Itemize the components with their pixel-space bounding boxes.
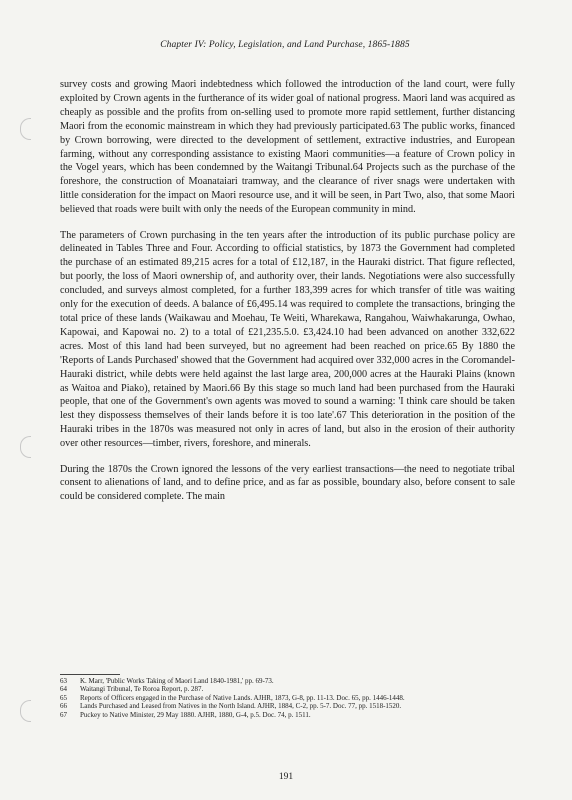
footnote-number: 63 [60,677,67,685]
footnotes [60,677,515,719]
page-number: 191 [278,772,294,782]
footnote-number: 64 [60,685,67,694]
footnote-text: Lands Purchased and Leased from Natives in the North Island. AJHR, 1884, C-2, pp. 5-7. Doc. 77, pp. 1518-1520. [80,702,402,711]
paragraph: During the 1870s the Crown ignored the lessons of the very earliest transactions—the need to negotiate tribal consent to alienations of land, and to define price, and as far as possible, boundary also, before consent to sale could be considered complete. The main [60,463,515,503]
footnote-text: Puckey to Native Minister, 29 May 1880. AJHR, 1880, G-4, p.5. Doc. 74, p. 1511. [80,710,311,719]
footnote-text: K. Marr, 'Public Works Taking of Maori Land 1840-1981,' pp. 69-73. [80,677,274,685]
footnote-text: Reports of Officers engaged in the Purchase of Native Lands. AJHR, 1873, G-8, pp. 11-13. Doc. 65, pp. 1446-1448. [80,693,405,702]
footnote [60,694,515,702]
footnote-text: Waitangi Tribunal, Te Roroa Report, p. 287. [80,685,204,694]
paragraph: The parameters of Crown purchasing in the ten years after the introduction of its public purchase policy are delineated in Tables Three and Four. According to official statistics, by 1873 the Government had completed the purchase of an estimated 89,215 acres for a total of £12,187, in the Hauraki district. That figure reflected, but poorly, the loss of Maori ownership of, and authority over, their lands. Negotiations were also successfully concluded, and surveys almost completed, for a further 183,399 acres for which transfer of title was waiting only for the execution of deeds. A balance of £6,495.14 was required to complete the transactions, bringing the total price of these lands (Waikawau and Moehau, Te Weiti, Wharekawa, Rangahou, Waiwhakarunga, Owhao, Kapowai, and Kapowai no. 2) to a total of £21,235.5.0. £3,424.10 had been advanced on another 332,622 acres. Most of this land had been surveyed, but no agreement had been reached on price.65 By 1880 the 'Reports of Lands Purchased' showed that the Government had acquired over 332,000 acres in the Coromandel-Hauraki district, while debts were held against the last large area, 200,000 acres at the Hauraki Plains (known as Waitoa and Piako), retained by Maori.66 By this stage so much land had been purchased from the Hauraki people, that one of the Government's own agents was moved to sound a warning: 'I think care should be taken lest they dispossess themselves of their lands before it is too late'.67 This deterioration in the position of the Hauraki tribes in the 1870s was measured not only in acres of land, but also in the erosion of their authority over other resources—timber, rivers, foreshore, and minerals. [60,229,515,450]
footnote-number: 66 [60,702,67,711]
footnote-divider [60,674,120,675]
margin-hole-mark [20,700,31,722]
footnote [60,711,515,719]
footnote [60,685,515,693]
margin-hole-mark [20,118,31,140]
footnote-number: 65 [60,693,67,702]
paragraph: survey costs and growing Maori indebtedness which followed the introduction of the land court, were fully exploited by Crown agents in the furtherance of its wider goal of national progress. Maori land was acquired as cheaply as possible and the profits from on-selling used to promote more rapid settlement, further distancing Maori from the economic mainstream in which they had previously participated.63 The public works, financed by Crown borrowing, were directed to the development of settlement, extractive industries, and European farming, without any corresponding assistance to existing Maori communities—a feature of Crown policy in the Vogel years, which has been condemned by the Waitangi Tribunal.64 Projects such as the purchase of the foreshore, the construction of Moanataiari tramway, and the clearance of river snags were undertaken with little consideration for the impact on Maori resource use, and it will be seen, in Part Two, also, that some Maori believed that roads were built with only the needs of the European community in mind. [60,79,515,216]
margin-hole-mark [20,436,31,458]
footnote [60,677,515,685]
footnote [60,702,515,710]
footnote-number: 67 [60,710,67,719]
body-text [60,78,515,516]
running-header: Chapter IV: Policy, Legislation, and Land Purchase, 1865-1885 [160,40,410,50]
